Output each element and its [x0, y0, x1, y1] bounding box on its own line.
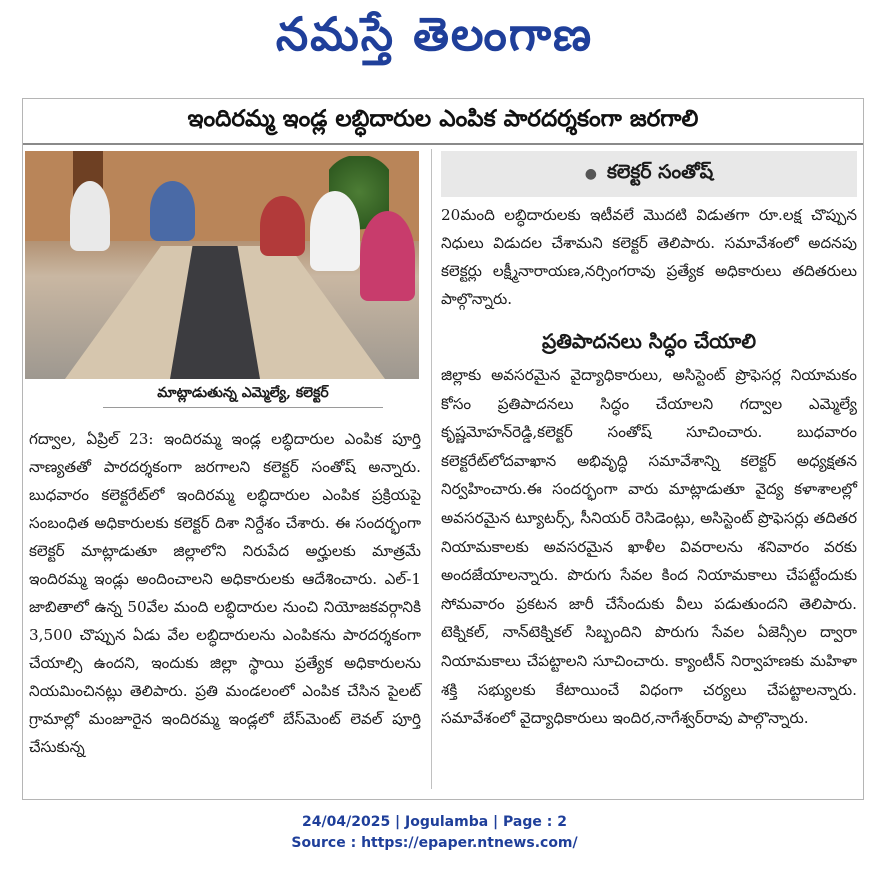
photo-person: [360, 211, 415, 301]
news-clipping: [22, 98, 864, 800]
left-column: [29, 425, 421, 761]
caption-text: మాట్లాడుతున్న ఎమ్మెల్యే, కలెక్టర్: [157, 384, 329, 401]
right-body-text: జిల్లాకు అవసరమైన వైద్యాధికారులు, అసిస్టెంట్ ప్రొఫెసర్ల నియామకం కోసం ప్రతిపాదనలు సిద్ధం చేయాలని గద్వాల ఎమ్మెల్యే కృష్ణమోహన్‌రెడ్డి,కలెక్టర్ సంతోష్ సూచించారు. బుధవారం కలెక్టరేట్‌లోదవాఖాన అభివృద్ధి సమావేశాన్ని కలెక్టర్ అధ్యక్షతన నిర్వహించారు.ఈ సందర్భంగా వారు మాట్లాడుతూ వైద్య కళాశాలల్లో అవసరమైన ట్యూటర్స్, సీనియర్ రెసిడెంట్లు, అసిస్టెంట్ ప్రొఫెసర్లు తదితర నియామకాలకు అవసరమైన ఖాళీల వివరాలను శనివారం వరకు అందజేయాలన్నారు. పొరుగు సేవల కింద నియామకాలు చేపట్టేందుకు సోమవారం ప్రకటన జారీ చేసేందుకు వీలు పడుతుందని తెలిపారు. టెక్నికల్, నాన్‌టెక్నికల్ సిబ్బందిని పొరుగు సేవల ఏజెన్సీల ద్వారా నియామకాలు చేపట్టాలని సూచించారు. క్యాంటీన్ నిర్వాహణకు మహిళా శక్తి సభ్యులకు కేటాయించే విధంగా చర్యలు చేపట్టాలన్నారు. సమావేశంలో వైద్యాధికారులు ఇందిర,నాగేశ్వర్‌రావు పాల్గొన్నారు.: [441, 366, 857, 728]
right-column: [441, 151, 857, 733]
footer-source: Source : https://epaper.ntnews.com/: [291, 835, 578, 851]
column-divider: [431, 149, 432, 789]
photo-caption: [103, 381, 383, 408]
left-body-text: గద్వాల, ఏప్రిల్ 23: ఇందిరమ్మ ఇండ్ల లబ్ధిదారుల ఎంపిక పూర్తి నాణ్యతతో పారదర్శకంగా జరగాలని కలెక్టర్ సంతోష్ అన్నారు. బుధవారం కలెక్టరేట్‌లో ఇందిరమ్మ లబ్ధిదారుల ఎంపిక ప్రక్రియపై సంబంధిత అధికారులకు కలెక్టర్ దిశా నిర్దేశం చేశారు. ఈ సందర్భంగా కలెక్టర్ మాట్లాడుతూ జిల్లాలోని నిరుపేద అర్హులకు మాత్రమే ఇందిరమ్మ ఇండ్లు అందించాలని అధికారులకు ఆదేశించారు. ఎల్-1 జాబితాలో ఉన్న 50వేల మంది లబ్ధిదారుల నుంచి నియోజకవర్గానికి 3,500 చొప్పున ఏడు వేల లబ్ధిదారులను ఎంపికను పారదర్శకంగా చేయాల్సి ఉందని, ఇందుకు జిల్లా స్థాయి ప్రత్యేక అధికారులను నియమించినట్లు తెలిపారు. ప్రతి మండలంలో ఎంపిక చేసిన పైలట్ గ్రామాల్లో మంజూరైన ఇందిరమ్మ ఇండ్లలో బేస్‌మెంట్ లెవల్ పూర్తి చేసుకున్న: [29, 430, 421, 756]
photo-person: [260, 196, 305, 256]
page-footer: [0, 812, 869, 854]
box-heading-text: కలెక్టర్ సంతోష్: [606, 160, 714, 183]
box-heading: [441, 151, 857, 197]
footer-date-edition: 24/04/2025 | Jogulamba | Page : 2: [302, 814, 567, 830]
article-headline: [23, 99, 863, 145]
photo-person: [310, 191, 360, 271]
photo-person: [70, 181, 110, 251]
box-body-text: 20మంది లబ్ధిదారులకు ఇటీవలే మొదటి విడుతగా రూ.లక్ష చొప్పున నిధులు విడుదల చేశామని కలెక్టర్ తెలిపారు. సమావేశంలో అదనపు కలెక్టర్లు లక్ష్మీనారాయణ,నర్సింగరావు ప్రత్యేక అధికారులు తదితరులు పాల్గొన్నారు.: [441, 206, 857, 308]
bullet-icon: ●: [584, 166, 597, 182]
subheading-text: ప్రతిపాదనలు సిద్ధం చేయాలి: [542, 328, 756, 353]
photo-person: [150, 181, 195, 241]
headline-text: ఇందిరమ్మ ఇండ్ల లబ్ధిదారుల ఎంపిక పారదర్శకంగా జరగాలి: [187, 104, 699, 132]
masthead-title: నమస్తే తెలంగాణ: [275, 7, 594, 61]
meeting-photo: [25, 151, 419, 379]
newspaper-masthead: [0, 0, 869, 80]
subheading: [441, 325, 857, 361]
